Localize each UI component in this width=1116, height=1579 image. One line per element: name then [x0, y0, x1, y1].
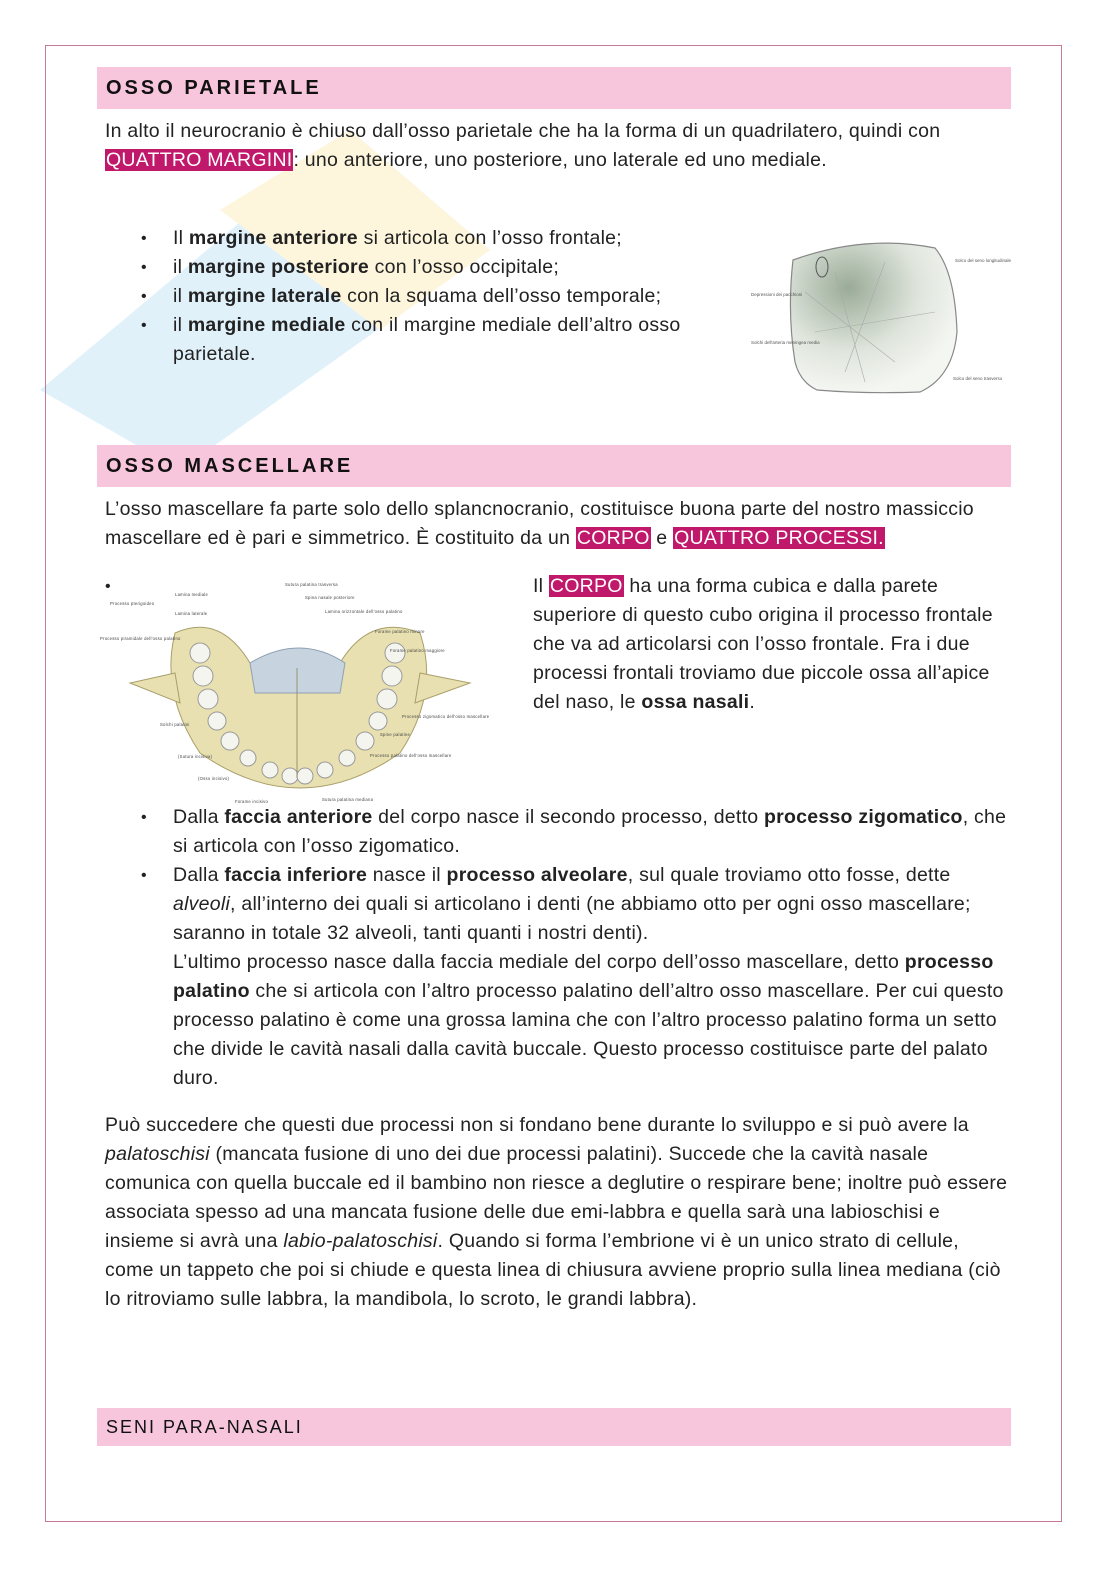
text-run: il — [173, 285, 188, 307]
section-header-parietale: OSSO PARIETALE — [97, 67, 1011, 109]
figure-label: (Sutura incisiva) — [178, 754, 213, 759]
mascellare-processes-list — [105, 803, 1010, 1093]
text-run: . — [749, 691, 755, 713]
figure-label: Sutura palatina mediana — [322, 797, 374, 802]
section-header-seni: SENI PARA-NASALI — [97, 1408, 1011, 1446]
figure-label: Depressioni dei pacchioni — [751, 292, 803, 297]
text-run: L’osso mascellare fa parte solo dello splancnocranio, costituisce buona parte del nostro massiccio mascellare ed è pari e simmetrico. È costituito da un — [105, 498, 974, 549]
section-header-mascellare: OSSO MASCELLARE — [97, 445, 1011, 487]
figure-label: Lamina mediale — [175, 592, 209, 597]
text-run: con la squama dell’osso temporale; — [341, 285, 662, 307]
figure-label: Spine palatine — [380, 732, 411, 737]
text-run: Il — [533, 575, 549, 597]
text-run: e — [650, 527, 674, 549]
figure-label: Solco del seno longitudinale — [955, 258, 1012, 263]
text-run: Dalla — [173, 806, 225, 828]
list-item — [105, 803, 1010, 861]
figure-label: Lamina orizzontale dell'osso palatino — [325, 609, 403, 614]
bold-term: faccia inferiore — [224, 864, 368, 886]
figure-label: Forame incisivo — [235, 799, 269, 804]
bold-term: ossa nasali — [641, 691, 750, 713]
text-run: con il margine mediale dell’altro osso parietale. — [173, 314, 681, 365]
highlighted-term: CORPO — [549, 575, 623, 597]
text-run: nasce il — [367, 864, 447, 886]
text-run: (mancata fusione di uno dei due processi palatini). Succede che la cavità nasale comunica con quella buccale ed il bambino non riesce a deglutire o respirare bene; inoltre può essere associata spesso ad una mancata fusione delle due emi-labbra e quella sarà una labioschisi e insieme si avrà una — [105, 1143, 1008, 1252]
text-run: del corpo nasce il secondo processo, detto — [372, 806, 764, 828]
text-run: : uno anteriore, uno posteriore, uno laterale ed uno mediale. — [293, 149, 827, 171]
text-run: In alto il neurocranio è chiuso dall’osso parietale che ha la forma di un quadrilatero, quindi con — [105, 120, 941, 142]
bold-term: faccia anteriore — [224, 806, 373, 828]
text-run: , sul quale troviamo otto fosse, dette — [627, 864, 951, 886]
parietale-intro — [105, 117, 1005, 175]
list-item — [105, 311, 705, 369]
figure-label: Sutura palatina trasversa — [285, 582, 338, 587]
figure-label: Forame palatino maggiore — [390, 648, 445, 653]
list-item — [105, 224, 705, 253]
text-run: con l’osso occipitale; — [368, 256, 559, 278]
mascellare-intro — [105, 495, 1005, 553]
text-run: , che si articola con l’osso zigomatico. — [173, 806, 1007, 857]
figure-label: Processo palatino dell'osso mascellare — [370, 753, 452, 758]
mascellare-body — [100, 495, 1005, 813]
bold-term: processo palatino — [173, 951, 994, 1002]
text-run: ha una forma cubica e dalla parete superiore di questo cubo origina il processo frontale che va ad articolarsi con l’osso frontale. Fra i due processi frontali troviamo due piccole ossa all’apice del naso, le — [533, 575, 993, 713]
text-run: il — [173, 314, 188, 336]
figure-label: Spina nasale posteriore — [305, 595, 355, 600]
text-run: , all’interno dei quali si articolano i denti (ne abbiamo otto per ogni osso mascellare; saranno in totale 32 alveoli, tanti quanti i nostri denti). — [173, 893, 971, 944]
highlighted-term: QUATTRO PROCESSI. — [674, 527, 884, 549]
bold-term: margine mediale — [187, 314, 346, 336]
text-run: Dalla — [173, 864, 225, 886]
figure-label: Forame palatino minore — [375, 629, 425, 634]
text-run: Il — [173, 227, 189, 249]
figure-label: Processo piramidale dell'osso palatino — [100, 636, 181, 641]
text-run: . Quando si forma l’embrione vi è un unico strato di cellule, come un tappeto che poi si chiude e questa linea di chiusura avviene proprio sulla linea mediana (ciò lo ritroviamo sulle labbra, la mandibola, lo scroto, le grandi labbra). — [105, 1230, 1001, 1310]
figure-label: Processo pterigoideo — [110, 601, 155, 606]
bold-term: processo alveolare — [446, 864, 628, 886]
parietale-margins-list — [105, 224, 705, 369]
figure-label: Solco del seno trasverso — [953, 376, 1003, 381]
figure-label: (Osso incisivo) — [198, 776, 230, 781]
bold-term: margine posteriore — [187, 256, 369, 278]
italic-term: palatoschisi — [105, 1143, 210, 1165]
bold-term: processo zigomatico — [764, 806, 963, 828]
list-item — [105, 282, 705, 311]
figure-label: Lamina laterale — [175, 611, 208, 616]
parietal-bone-figure — [745, 232, 1015, 417]
text-run: L’ultimo processo nasce dalla faccia mediale del corpo dell’osso mascellare, detto — [173, 951, 905, 973]
italic-term: alveoli — [173, 893, 231, 915]
bold-term: margine anteriore — [188, 227, 358, 249]
text-run: che si articola con l’altro processo palatino dell’altro osso mascellare. Per cui questo processo palatino è come una grossa lamina che con l’altro processo palatino forma un setto che divide le cavità nasali dalla cavità buccale. Questo processo costituisce parte del palato duro. — [173, 980, 1004, 1089]
italic-term: labio-palatoschisi — [283, 1230, 438, 1252]
list-item — [105, 861, 1010, 1093]
highlighted-term: QUATTRO MARGINI — [106, 149, 293, 171]
corpo-bullet — [105, 572, 1005, 717]
figure-label: Solchi dell'arteria meningea media — [751, 340, 820, 345]
list-item — [105, 253, 705, 282]
text-run: Può succedere che questi due processi non si fondano bene durante lo sviluppo e si può avere la — [105, 1114, 969, 1136]
highlighted-term: CORPO — [576, 527, 650, 549]
figure-label: Processo zigomatico dell'osso mascellare — [402, 714, 490, 719]
text-run: si articola con l’osso frontale; — [357, 227, 622, 249]
text-run: il — [173, 256, 188, 278]
bold-term: margine laterale — [187, 285, 342, 307]
palatoschisi-paragraph — [105, 1111, 1010, 1314]
figure-label: Solchi palatini — [160, 722, 190, 727]
